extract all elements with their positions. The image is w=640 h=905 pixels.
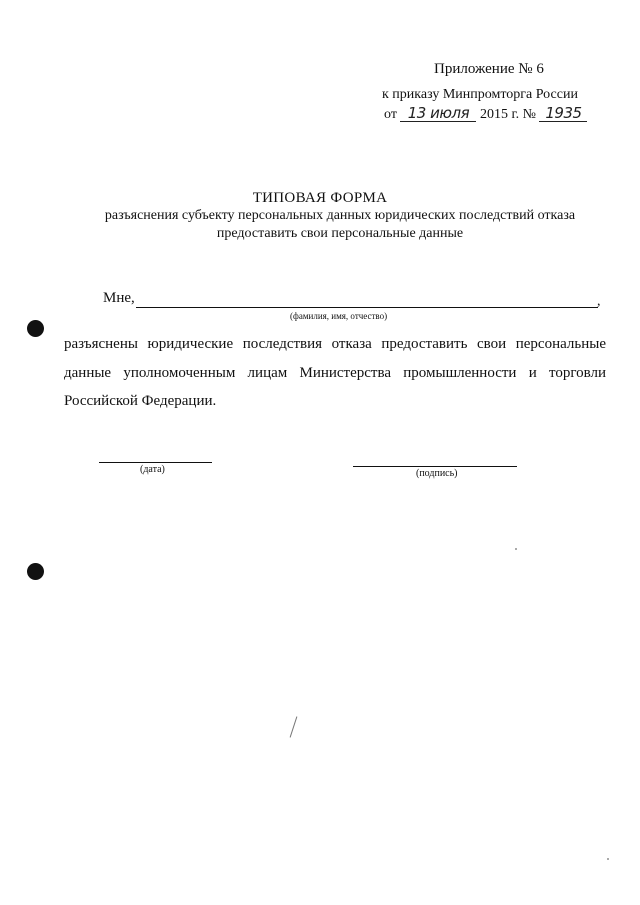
- name-fill-line[interactable]: [136, 307, 598, 308]
- handwritten-order-number: 1935: [539, 106, 587, 122]
- order-reference: к приказу Минпромторга России: [382, 87, 578, 102]
- form-subtitle-line-2: предоставить свои персональные данные: [216, 226, 464, 241]
- order-date-number: [384, 106, 587, 123]
- date-caption: (дата): [140, 464, 165, 475]
- scan-artifact-mark: [290, 716, 298, 737]
- appendix-title: Приложение № 6: [434, 61, 544, 77]
- signature-caption: (подпись): [416, 468, 458, 479]
- scan-speck: [607, 858, 609, 860]
- order-year-label: 2015 г. №: [479, 107, 536, 122]
- order-from-label: от: [384, 107, 397, 122]
- form-subtitle-line-1: разъяснения субъекту персональных данных юридических последствий отказа: [104, 208, 576, 223]
- me-label: Мне,: [103, 290, 135, 306]
- form-title: ТИПОВАЯ ФОРМА: [252, 190, 388, 206]
- punch-hole-mark: [27, 320, 44, 337]
- handwritten-date: 13 июля: [400, 106, 476, 122]
- statement-body: разъяснены юридические последствия отказа предоставить свои персональные данные уполномоченным лицам Министерства промышленности и торговли Российской Федерации.: [64, 336, 606, 409]
- date-fill-line[interactable]: [99, 462, 212, 463]
- name-comma: ,: [597, 294, 601, 309]
- punch-hole-mark: [27, 563, 44, 580]
- scan-speck: [515, 548, 517, 550]
- name-caption: (фамилия, имя, отчество): [290, 311, 388, 321]
- form-subtitle: [60, 207, 620, 243]
- signature-fill-line[interactable]: [353, 466, 517, 467]
